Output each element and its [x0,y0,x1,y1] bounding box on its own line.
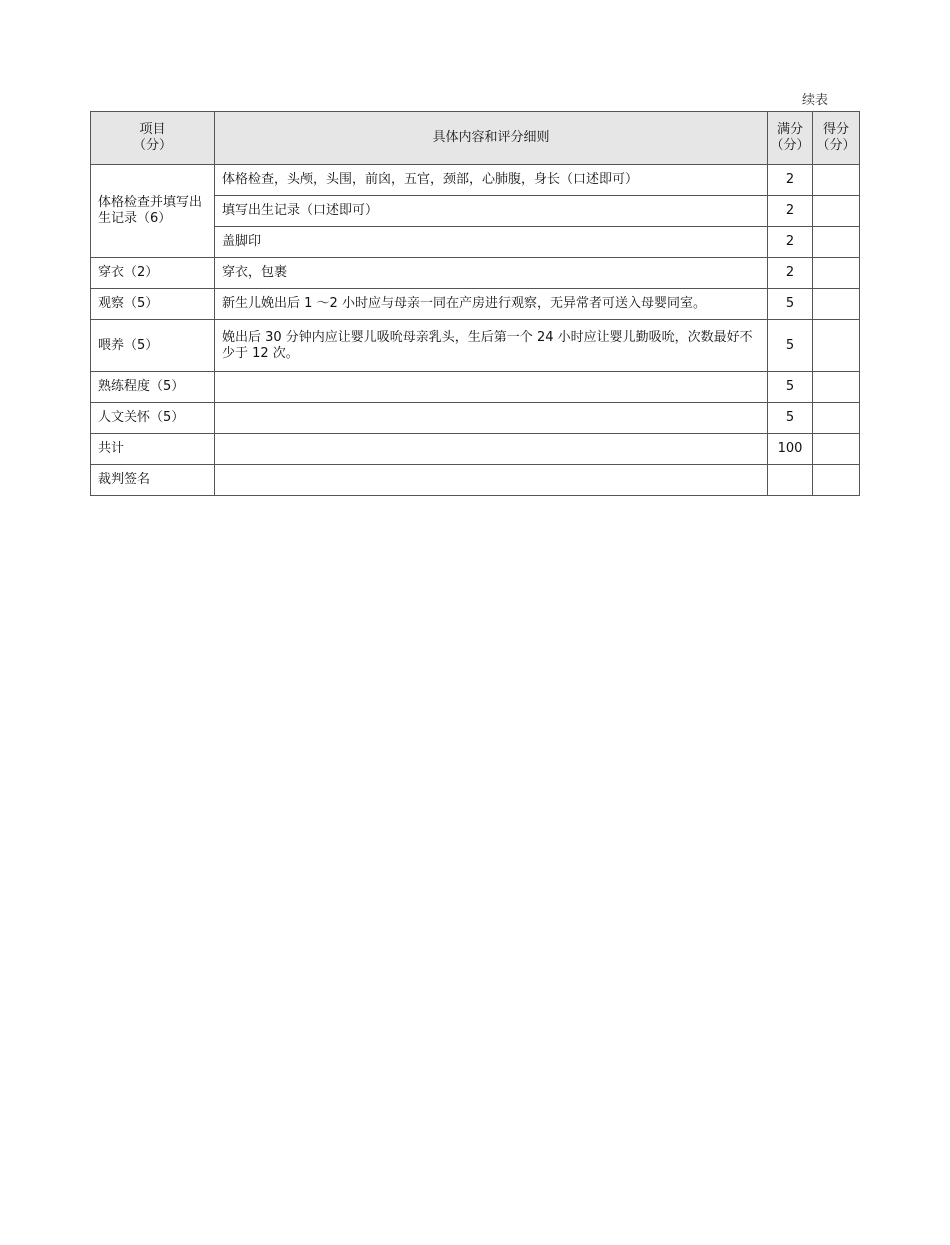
score-cell[interactable] [813,227,860,258]
full-score-cell: 100 [768,434,813,465]
content-cell[interactable] [215,465,768,496]
content-cell: 娩出后 30 分钟内应让婴儿吸吮母亲乳头，生后第一个 24 小时应让婴儿勤吸吮，次数最好不少于 12 次。 [215,320,768,372]
content-cell: 体格检查，头颅，头围，前囟，五官，颈部，心肺腹，身长（口述即可） [215,165,768,196]
header-score-line2: （分） [816,138,856,153]
table-row [91,320,860,372]
score-cell[interactable] [813,289,860,320]
item-care: 人文关怀（5） [91,403,215,434]
scoring-table [90,111,860,496]
content-cell: 盖脚印 [215,227,768,258]
full-score-cell: 2 [768,165,813,196]
continued-table-label: 续表 [802,93,829,108]
header-content [215,112,768,165]
header-full-score [768,112,813,165]
full-score-cell: 5 [768,289,813,320]
header-score [813,112,860,165]
full-score-cell [768,465,813,496]
table-row [91,258,860,289]
table-row [91,465,860,496]
full-score-cell: 2 [768,227,813,258]
item-exam: 体格检查并填写出生记录（6） [91,165,215,258]
header-row [91,112,860,165]
item-dress: 穿衣（2） [91,258,215,289]
score-cell[interactable] [813,465,860,496]
item-observe: 观察（5） [91,289,215,320]
header-full-line1: 满分 [776,122,803,137]
table-row [91,289,860,320]
content-cell: 新生儿娩出后 1 ～2 小时应与母亲一同在产房进行观察，无异常者可送入母婴同室。 [215,289,768,320]
table-row [91,403,860,434]
full-score-cell: 5 [768,320,813,372]
score-cell[interactable] [813,403,860,434]
item-skill: 熟练程度（5） [91,372,215,403]
content-cell: 穿衣，包裹 [215,258,768,289]
table-row [91,372,860,403]
score-cell[interactable] [813,320,860,372]
header-item [91,112,215,165]
content-cell [215,403,768,434]
header-item-line2: （分） [132,138,172,153]
item-feed: 喂养（5） [91,320,215,372]
content-cell [215,372,768,403]
header-score-line1: 得分 [822,122,849,137]
full-score-cell: 2 [768,196,813,227]
header-item-line1: 项目 [139,122,166,137]
header-full-line2: （分） [770,138,810,153]
score-cell[interactable] [813,258,860,289]
full-score-cell: 5 [768,372,813,403]
score-cell[interactable] [813,372,860,403]
score-cell[interactable] [813,165,860,196]
header-content-label: 具体内容和评分细则 [432,130,550,145]
full-score-cell: 5 [768,403,813,434]
item-judge-signature: 裁判签名 [91,465,215,496]
score-cell[interactable] [813,434,860,465]
item-total: 共计 [91,434,215,465]
table-row [91,434,860,465]
score-cell[interactable] [813,196,860,227]
content-cell: 填写出生记录（口述即可） [215,196,768,227]
table-row [91,165,860,196]
full-score-cell: 2 [768,258,813,289]
content-cell [215,434,768,465]
